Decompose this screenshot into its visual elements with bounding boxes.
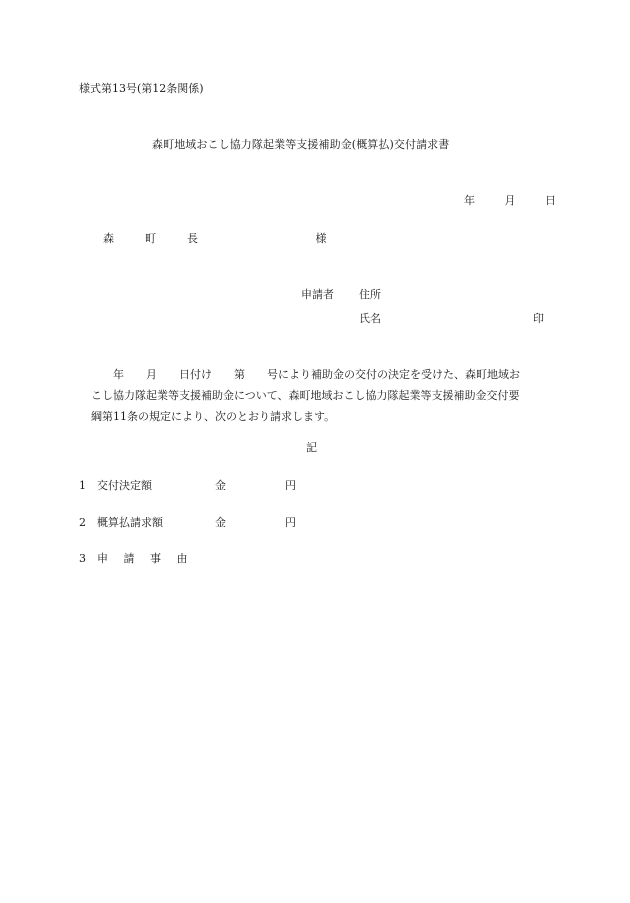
item-yen: 円 [285,516,296,529]
item-kin: 金 [215,516,226,529]
item-kin: 金 [215,479,226,492]
document-title: 森町地域おこし協力隊起業等支援補助金(概算払)交付請求書 [152,138,450,151]
item-number: 2 [79,516,86,529]
item-label: 交付決定額 [97,479,152,492]
item-number: 1 [79,479,86,492]
item-label: 概算払請求額 [97,516,163,529]
item-label: 申 請 事 由 [97,552,194,565]
addressee-name: 森 町 長 [103,232,208,245]
body-line-3: 綱第11条の規定により、次のとおり請求します。 [91,410,336,423]
item-number: 3 [79,552,86,565]
date-day: 日 [545,194,556,207]
name-label: 氏名 [359,312,381,325]
request-body-text [91,364,553,427]
addressee-honorific: 様 [315,232,327,245]
item-requested-amount [79,517,296,528]
item-application-reason [79,553,215,564]
date-line [464,195,570,206]
form-number: 様式第13号(第12条関係) [79,82,204,95]
date-month: 月 [504,194,516,207]
address-label: 住所 [359,288,381,301]
seal-label: 印 [533,312,544,325]
applicant-label: 申請者 [301,288,334,301]
ki-heading: 記 [306,441,317,454]
body-line-1: 年 月 日付け 第 号により補助金の交付の決定を受けた、森町地域お [91,368,520,381]
date-year: 年 [464,194,475,207]
body-line-2: こし協力隊起業等支援補助金について、森町地域おこし協力隊起業等支援補助金交付要 [91,389,520,402]
item-yen: 円 [285,479,296,492]
item-granted-amount [79,480,296,491]
addressee [103,233,327,244]
